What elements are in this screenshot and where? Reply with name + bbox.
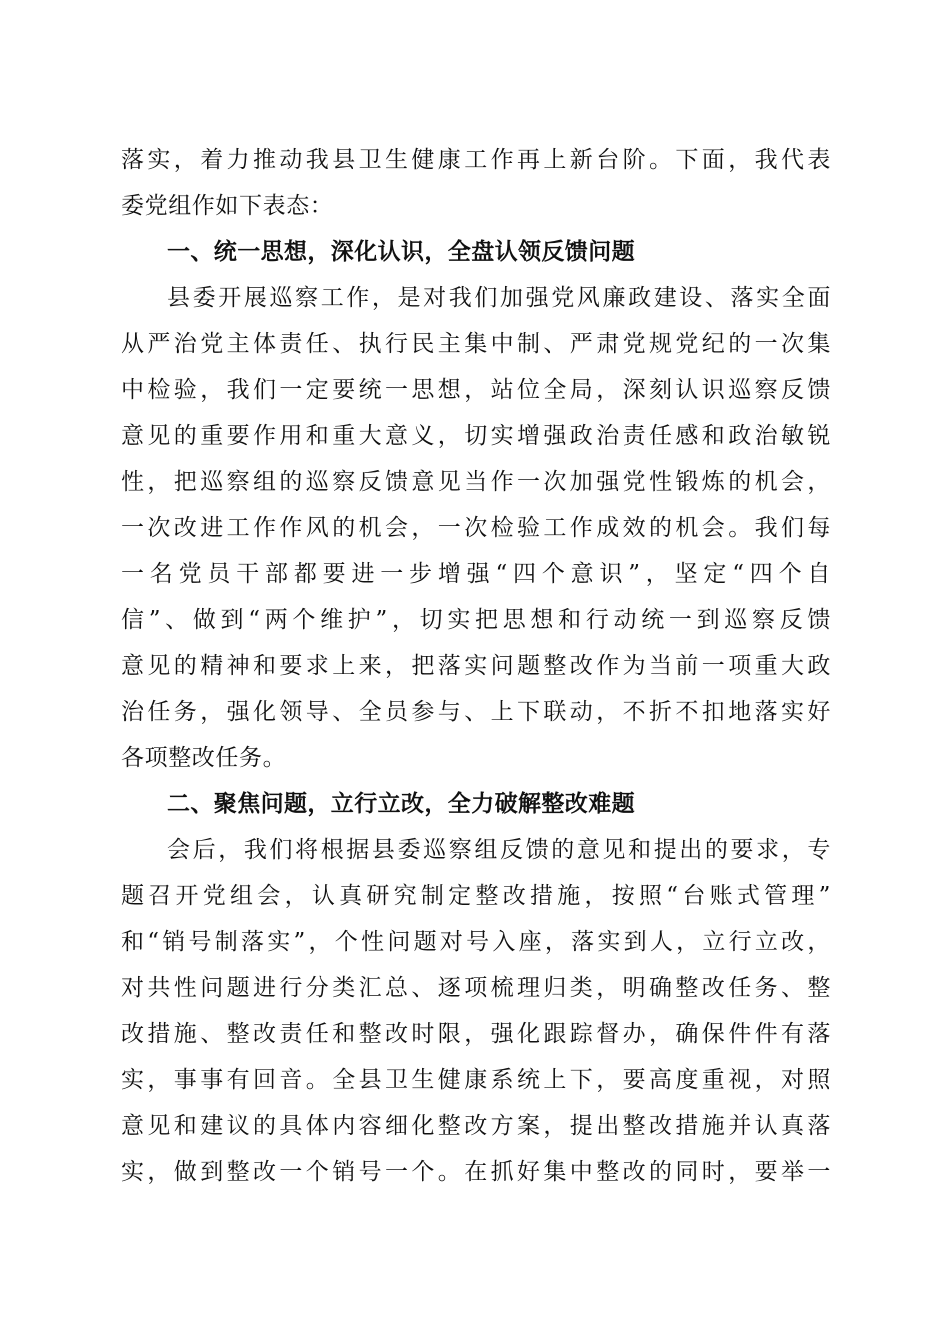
paragraph-line: 一次改进工作作风的机会，一次检验工作成效的机会。我们每 [121,515,831,541]
paragraph-line: 意见的精神和要求上来，把落实问题整改作为当前一项重大政 [121,653,831,679]
paragraph-line: 一名党员干部都要进一步增强“四个意识”，坚定“四个自 [121,561,831,587]
paragraph-line: 各项整改任务。 [121,745,287,771]
paragraph-line: 对共性问题进行分类汇总、逐项梳理归类，明确整改任务、整 [121,975,831,1001]
paragraph-line: 治任务，强化领导、全员参与、上下联动，不折不扣地落实好 [121,699,831,725]
paragraph-line: 信”、做到“两个维护”，切实把思想和行动统一到巡察反馈 [121,607,831,633]
paragraph-line: 县委开展巡察工作，是对我们加强党风廉政建设、落实全面 [167,285,831,311]
paragraph-line: 性，把巡察组的巡察反馈意见当作一次加强党性锻炼的机会， [121,469,831,495]
paragraph-line: 和“销号制落实”，个性问题对号入座，落实到人，立行立改， [121,929,831,955]
paragraph-line: 中检验，我们一定要统一思想，站位全局，深刻认识巡察反馈 [121,377,831,403]
paragraph-line: 会后，我们将根据县委巡察组反馈的意见和提出的要求，专 [167,837,831,863]
paragraph-line: 从严治党主体责任、执行民主集中制、严肃党规党纪的一次集 [121,331,831,357]
paragraph-line: 意见的重要作用和重大意义，切实增强政治责任感和政治敏锐 [121,423,831,449]
section-heading-2: 二、聚焦问题，立行立改，全力破解整改难题 [167,791,635,817]
paragraph-line: 意见和建议的具体内容细化整改方案，提出整改措施并认真落 [121,1113,831,1139]
section-heading-1: 一、统一思想，深化认识，全盘认领反馈问题 [167,239,635,265]
paragraph-line: 委党组作如下表态： [121,193,334,219]
paragraph-line: 题召开党组会，认真研究制定整改措施，按照“台账式管理” [121,883,831,909]
paragraph-line: 改措施、整改责任和整改时限，强化跟踪督办，确保件件有落 [121,1021,831,1047]
paragraph-line: 实，做到整改一个销号一个。在抓好集中整改的同时，要举一 [121,1159,831,1185]
paragraph-line: 落实，着力推动我县卫生健康工作再上新台阶。下面，我代表 [121,147,831,173]
paragraph-line: 实，事事有回音。全县卫生健康系统上下，要高度重视，对照 [121,1067,831,1093]
